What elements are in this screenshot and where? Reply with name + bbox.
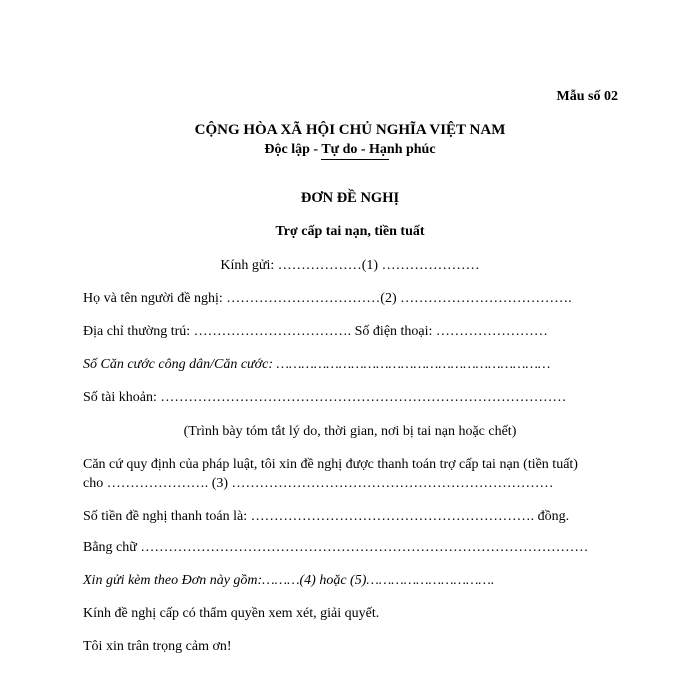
fullname-field-line: Họ và tên người đề nghị: ……………………………(2) ……………………………….: [83, 291, 572, 306]
form-number: Mẫu số 02: [556, 89, 618, 104]
thanks-line: Tôi xin trân trọng cảm ơn!: [83, 639, 232, 654]
address-phone-field-line: Địa chỉ thường trú: ……………………………. Số điện thoại: ……………………: [83, 324, 548, 339]
legal-basis-line-1: Căn cứ quy định của pháp luật, tôi xin đề nghị được thanh toán trợ cấp tai nạn (tiền tuất): [83, 457, 578, 472]
amount-field-line: Số tiền đề nghị thanh toán là: ……………………………………………………. đồng.: [83, 509, 570, 524]
citizen-id-field-line: Số Căn cước công dân/Căn cước: …………………………………………………………: [83, 357, 551, 372]
document-subtitle: Trợ cấp tai nạn, tiền tuất: [275, 224, 425, 239]
instruction-note: (Trình bày tóm tắt lý do, thời gian, nơi bị tai nạn hoặc chết): [183, 424, 517, 439]
account-field-line: Số tài khoản: ……………………………………………………………………………: [83, 390, 567, 405]
amount-in-words-line: Bằng chữ ……………………………………………………………………………………: [83, 540, 589, 555]
motto-underline: [321, 159, 389, 160]
nation-title: CỘNG HÒA XÃ HỘI CHỦ NGHĨA VIỆT NAM: [194, 122, 506, 138]
attachments-line: Xin gửi kèm theo Đơn này gồm:………(4) hoặc (5)………………………….: [83, 573, 495, 588]
request-line: Kính đề nghị cấp có thẩm quyền xem xét, giải quyết.: [83, 606, 380, 621]
document-title: ĐƠN ĐỀ NGHỊ: [300, 190, 400, 206]
motto: Độc lập - Tự do - Hạnh phúc: [264, 142, 436, 157]
legal-basis-line-2: cho …………………. (3) ……………………………………………………………: [83, 476, 554, 491]
recipient-line: Kính gửi: ………………(1) …………………: [220, 258, 480, 273]
